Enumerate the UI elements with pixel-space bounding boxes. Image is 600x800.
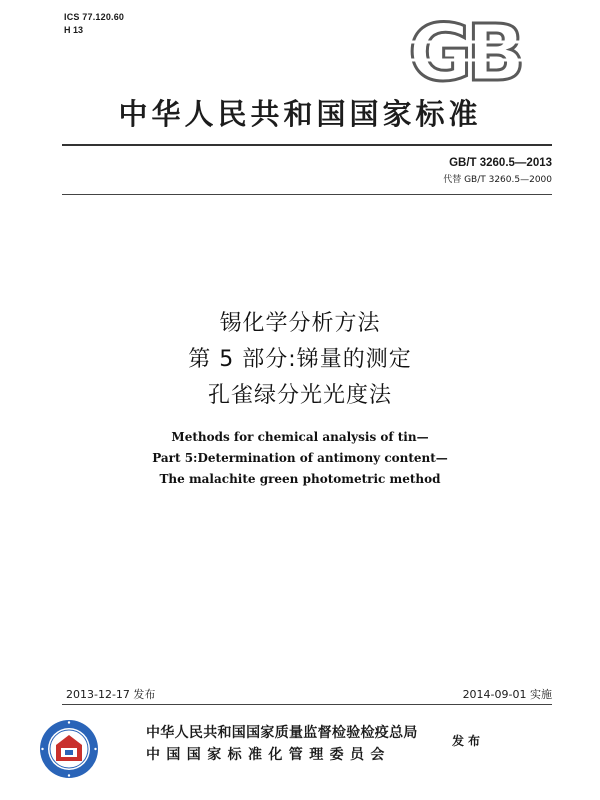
implementation-date: 2014-09-01 实施 [462, 688, 552, 701]
issuer-sac: 中国国家标准化管理委员会 [146, 747, 391, 763]
title-en-line3: The malachite green photometric method [159, 472, 441, 486]
title-zh-line1: 锡化学分析方法 [219, 311, 381, 336]
national-standard-title: 中华人民共和国国家标准 [118, 97, 482, 131]
gb-logo-text: GB [408, 16, 520, 88]
footer-divider [62, 704, 552, 705]
top-divider [62, 144, 552, 146]
gb-logo [402, 16, 526, 88]
publish-label: 发布 [452, 734, 485, 748]
issuer-aqsiq: 中华人民共和国国家质量监督检验检疫总局 [146, 725, 418, 741]
aqsiq-seal-icon [38, 718, 100, 780]
title-zh-line3: 孔雀绿分光光度法 [207, 383, 392, 408]
ics-code: ICS 77.120.60 [64, 12, 125, 22]
title-zh-line2: 第 5 部分:锑量的测定 [188, 347, 412, 372]
issue-date: 2013-12-17 发布 [66, 688, 156, 701]
title-en-line1: Methods for chemical analysis of tin— [171, 430, 429, 444]
classification-code: H 13 [64, 25, 84, 35]
replaced-standard: 代替 GB/T 3260.5—2000 [443, 175, 552, 185]
standard-number: GB/T 3260.5—2013 [449, 157, 552, 169]
title-en-line2: Part 5:Determination of antimony content— [152, 451, 448, 465]
header-divider [62, 194, 552, 195]
